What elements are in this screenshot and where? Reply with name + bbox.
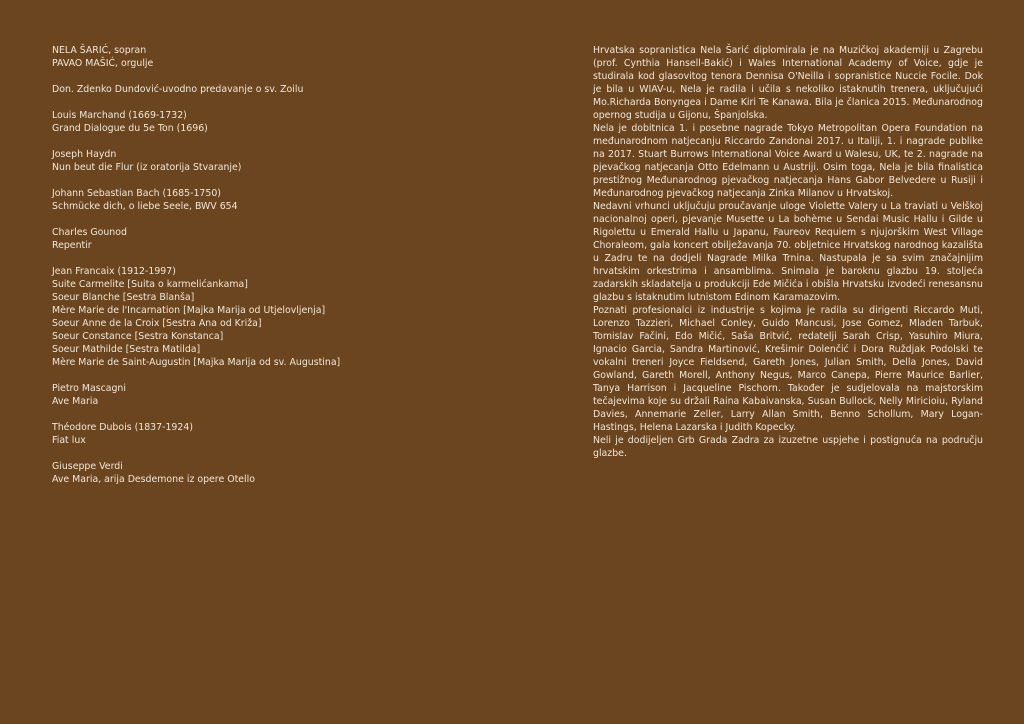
movement: Mère Marie de l'Incarnation [Majka Marija od Utjelovljenja] bbox=[52, 305, 326, 316]
intro-lecture: Don. Zdenko Dundović-uvodno predavanje o sv. Zoilu bbox=[52, 84, 304, 95]
biography-paragraph: Nedavni vrhunci uključuju proučavanje uloge Violette Valery u La traviati u Velškoj nacionalnoj operi, pjevanje Musette u La bohème u Sendai Music Hallu i Gilde u Rigolettu u Emerald Hallu u Japanu, Faureov Requiem s njujorškim West Village Choraleom, gala koncert obilježavanja 70. obljetnice Hrvatskog narodnog kazališta u Zadru te na dodjeli Nagrade Milka Trnina. Nastupala je sa svim značajnijim hrvatskim orkestrima i ansamblima. Snimala je baroknu glazbu 19. stoljeća zadarskih skladatelja u produkciji Ede Mičića i obišla Hrvatsku izvodeći renesansnu glazbu s istaknutim lutnistom Edinom Karamazovim. bbox=[593, 201, 983, 303]
biography-column bbox=[593, 44, 983, 460]
composer: Jean Francaix (1912-1997) bbox=[52, 266, 176, 277]
movement: Soeur Mathilde [Sestra Matilda] bbox=[52, 344, 201, 355]
composer: Charles Gounod bbox=[52, 227, 127, 238]
program-piece bbox=[52, 148, 472, 174]
movement: Soeur Constance [Sestra Konstanca] bbox=[52, 331, 224, 342]
program-piece bbox=[52, 382, 472, 408]
intro bbox=[52, 83, 472, 96]
composer: Joseph Haydn bbox=[52, 149, 117, 160]
composer: Giuseppe Verdi bbox=[52, 461, 123, 472]
performer-soprano: NELA ŠARIĆ, sopran bbox=[52, 45, 147, 56]
movement: Soeur Blanche [Sestra Blanša] bbox=[52, 292, 195, 303]
program-piece bbox=[52, 460, 472, 486]
program-piece bbox=[52, 421, 472, 447]
biography-paragraph: Poznati profesionalci iz industrije s kojima je radila su dirigenti Riccardo Muti, Lorenzo Tazzieri, Michael Conley, Guido Mancusi, Jose Gomez, Mladen Tarbuk, Tomislav Fačini, Edo Mičić, Saša Britvić, redatelji Sarah Crisp, Yasuhiro Miura, Ignacio Garcia, Sandra Martinović, Krešimir Dolenčić i Dora Ruždjak Podolski te vokalni treneri Joyce Fieldsend, Gareth Jones, Julian Smith, Della Jones, David Gowland, Gareth Morell, Anthony Negus, Marco Canepa, Pierre Maurice Barlier, Tanya Harrison i Jacqueline Pischorn. Također je sudjelovala na majstorskim tečajevima koje su držali Raina Kabaivanska, Susan Bullock, Nelly Miricioiu, Ryland Davies, Annemarie Zeller, Larry Allan Smith, Benno Schollum, Mary Logan-Hastings, Helena Lazarska i Judith Kopecky. bbox=[593, 305, 983, 433]
program-piece bbox=[52, 187, 472, 213]
work-title: Ave Maria, arija Desdemone iz opere Otello bbox=[52, 474, 255, 485]
program-column bbox=[52, 44, 472, 499]
composer: Théodore Dubois (1837-1924) bbox=[52, 422, 193, 433]
performer-organ: PAVAO MAŠIĆ, orgulje bbox=[52, 58, 154, 69]
work-title: Suite Carmelite [Suita o karmelićankama] bbox=[52, 279, 248, 290]
biography-paragraph: Nela je dobitnica 1. i posebne nagrade Tokyo Metropolitan Opera Foundation na međunarodnom natjecanju Riccardo Zandonai 2017. u Italiji, 1. i nagrade publike na 2017. Stuart Burrows International Voice Award u Walesu, UK, te 2. nagrade na pjevačkog natjecanja Otto Edelmann u Austriji. Osim toga, Nela je bila finalistica prestižnog Međunarodnog pjevačkog natjecanja Hans Gabor Belvedere u Rusiji i Međunarodnog pjevačkog natjecanja Zinka Milanov u Hrvatskoj. bbox=[593, 123, 983, 199]
biography-paragraph: Hrvatska sopranistica Nela Šarić diplomirala je na Muzičkoj akademiji u Zagrebu (prof. Cynthia Hansell-Bakić) i Wales International Academy of Voice, gdje je studirala kod glasovitog tenora Dennisa O'Neilla i sopranistice Nuccie Focile. Dok je bila u WIAV-u, Nela je radila i učila s nekoliko istaknutih trenera, uključujući Mo.Richarda Bonyngea i Dame Kiri Te Kanawa. Bila je članica 2015. Međunarodnog opernog studija u Gijonu, Španjolska. bbox=[593, 45, 983, 121]
composer: Louis Marchand (1669-1732) bbox=[52, 110, 187, 121]
composer: Pietro Mascagni bbox=[52, 383, 126, 394]
program-piece bbox=[52, 109, 472, 135]
performers bbox=[52, 44, 472, 70]
work-title: Ave Maria bbox=[52, 396, 99, 407]
movement: Soeur Anne de la Croix [Sestra Ana od Križa] bbox=[52, 318, 262, 329]
movement: Mère Marie de Saint-Augustin [Majka Marija od sv. Augustina] bbox=[52, 357, 341, 368]
biography-paragraph: Neli je dodijeljen Grb Grada Zadra za izuzetne uspjehe i postignuća na području glazbe. bbox=[593, 435, 983, 459]
composer: Johann Sebastian Bach (1685-1750) bbox=[52, 188, 221, 199]
work-title: Fiat lux bbox=[52, 435, 86, 446]
program-piece bbox=[52, 265, 472, 369]
work-title: Nun beut die Flur (iz oratorija Stvaranje) bbox=[52, 162, 242, 173]
program-piece bbox=[52, 226, 472, 252]
work-title: Grand Dialogue du 5e Ton (1696) bbox=[52, 123, 208, 134]
work-title: Repentir bbox=[52, 240, 92, 251]
work-title: Schmücke dich, o liebe Seele, BWV 654 bbox=[52, 201, 238, 212]
